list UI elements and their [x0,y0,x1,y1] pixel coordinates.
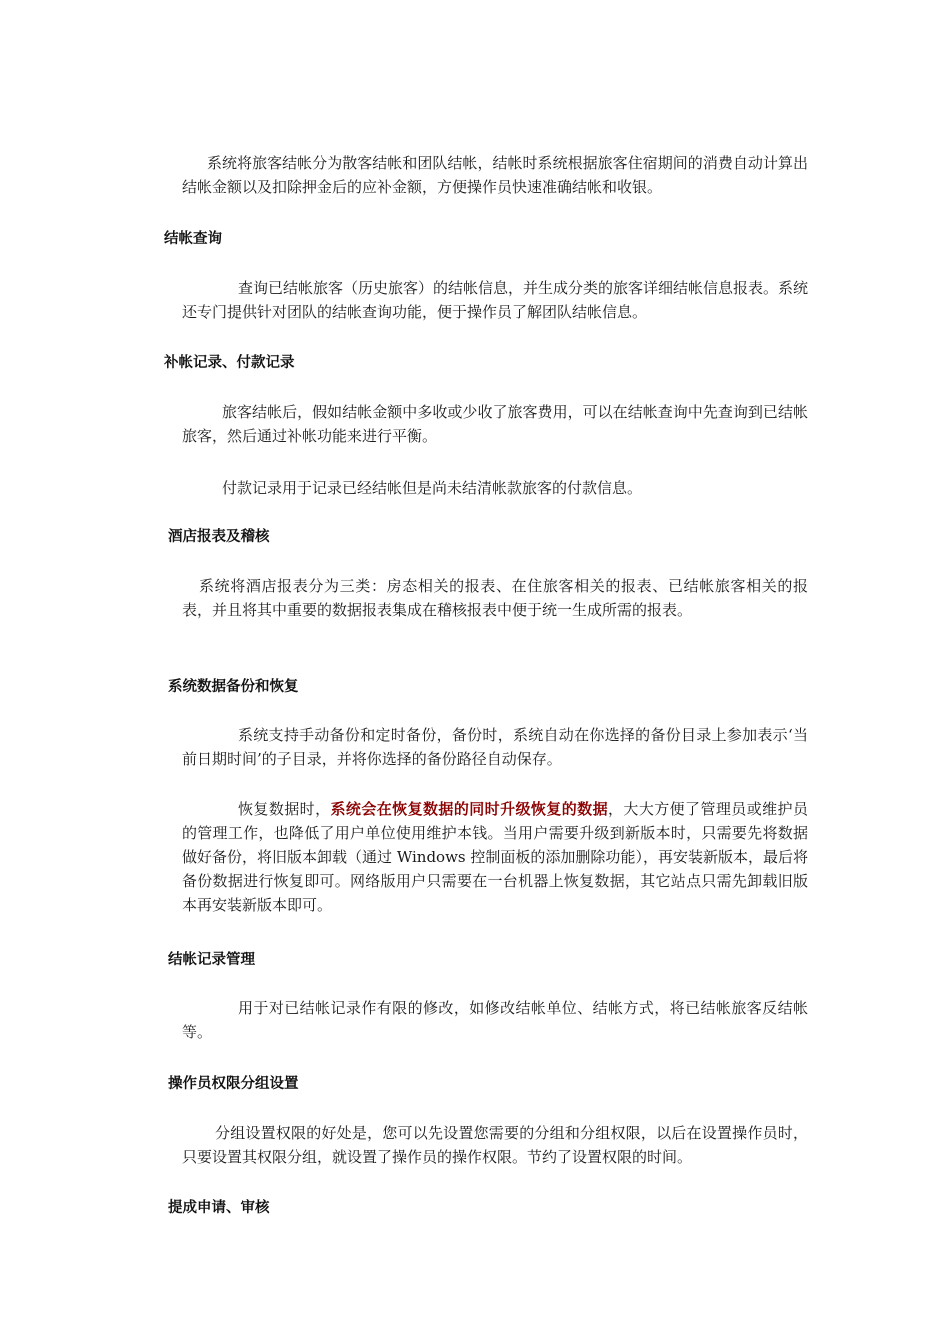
restore-highlight-text: 系统会在恢复数据的同时升级恢复的数据 [330,800,608,818]
heading-checkout-query: 结帐查询 [164,231,222,247]
intro-paragraph: 系统将旅客结帐分为散客结帐和团队结帐，结帐时系统根据旅客住宿期间的消费自动计算出结帐金额以及扣除押金后的应补金额，方便操作员快速准确结帐和收银。 [182,154,808,196]
hotel-reports-paragraph: 系统将酒店报表分为三类：房态相关的报表、在住旅客相关的报表、已结帐旅客相关的报表，并且将其中重要的数据报表集成在稽核报表中便于统一生成所需的报表。 [182,577,808,619]
supplement-record-paragraph: 旅客结帐后，假如结帐金额中多收或少收了旅客费用，可以在结帐查询中先查询到已结帐旅客，然后通过补帐功能来进行平衡。 [182,403,808,445]
heading-hotel-reports-audit: 酒店报表及稽核 [168,529,270,545]
checkout-record-management-paragraph: 用于对已结帐记录作有限的修改，如修改结帐单位、结帐方式，将已结帐旅客反结帐等。 [182,999,808,1041]
restore-text-before: 恢复数据时， [238,800,331,818]
restore-text-after: ，大大方便了管理员或维护员的管理工作，也降低了用户单位使用维护本钱。当用户需要升级到新版本时，只需要先将数据做好备份，将旧版本卸载（通过 Windows 控制面板的添加删除功能），再安装新版本，最后将备份数据进行恢复即可。网络版用户只需要在一台机器上恢复数据，其它站点只需先卸载旧版本再安装新版本即可。 [182,800,808,914]
heading-checkout-record-management: 结帐记录管理 [168,952,255,968]
heading-operator-permission-groups: 操作员权限分组设置 [168,1076,299,1092]
payment-record-paragraph: 付款记录用于记录已经结帐但是尚未结清帐款旅客的付款信息。 [222,479,643,497]
heading-supplement-payment-records: 补帐记录、付款记录 [164,355,295,371]
restore-paragraph [182,797,808,917]
heading-backup-restore: 系统数据备份和恢复 [168,679,299,695]
heading-commission-application-review: 提成申请、审核 [168,1200,270,1216]
backup-paragraph: 系统支持手动备份和定时备份，备份时，系统自动在你选择的备份目录上参加表示‘当前日期时间’的子目录，并将你选择的备份路径自动保存。 [182,726,808,768]
operator-permission-paragraph: 分组设置权限的好处是，您可以先设置您需要的分组和分组权限，以后在设置操作员时，只要设置其权限分组，就设置了操作员的操作权限。节约了设置权限的时间。 [182,1124,808,1166]
checkout-query-paragraph: 查询已结帐旅客（历史旅客）的结帐信息，并生成分类的旅客详细结帐信息报表。系统还专门提供针对团队的结帐查询功能，便于操作员了解团队结帐信息。 [182,279,809,321]
